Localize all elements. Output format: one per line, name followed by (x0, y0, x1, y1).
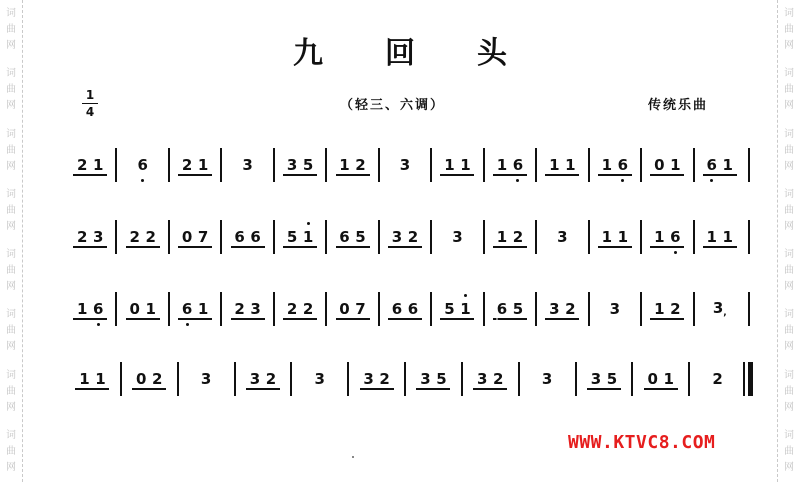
note (720, 227, 736, 247)
bar-line (748, 292, 750, 326)
measure (431, 292, 483, 326)
note-digit: 7 (197, 228, 209, 246)
note-digit: 1 (670, 156, 681, 174)
note (179, 227, 195, 247)
note (195, 299, 211, 319)
measure (169, 148, 221, 182)
note-digit: 6 (391, 300, 403, 318)
measure (694, 148, 746, 182)
composer: 传统乐曲 (648, 98, 709, 113)
measure (274, 148, 326, 182)
watermark-strip-left (0, 0, 23, 482)
note-digit: 1 (496, 156, 508, 174)
note-digit: 2 (234, 300, 245, 318)
measure (235, 362, 292, 396)
measure (632, 362, 689, 396)
note-digit: 3 (609, 300, 621, 318)
note-digit: 3 (286, 156, 298, 174)
note-digit: 0 (129, 300, 140, 318)
measure (484, 292, 536, 326)
measure (462, 362, 519, 396)
note (510, 299, 526, 319)
measure (326, 220, 378, 254)
note-digit: 6 (512, 156, 524, 174)
note-digit: 3 (557, 228, 568, 246)
note (417, 369, 433, 389)
note-digit: 1 (601, 228, 613, 246)
watermark: 词 曲 网 (6, 369, 16, 413)
note-digit: 3 (452, 228, 463, 246)
watermark: 词 曲 网 (6, 429, 16, 473)
watermark: 词 曲 网 (784, 249, 794, 293)
note-digit: 6 (234, 228, 245, 246)
measure (64, 220, 116, 254)
note (667, 155, 683, 175)
note-digit: 1 (706, 228, 717, 246)
note-digit: 0 (647, 370, 658, 388)
note-digit: 1 (496, 228, 508, 246)
measure (536, 220, 588, 254)
note-digit: 2 (670, 300, 681, 318)
score-line-1 (64, 148, 754, 188)
note-digit: 2 (77, 228, 88, 246)
note-digit: 3 (712, 298, 724, 317)
note (361, 369, 377, 389)
note-digit: 5 (355, 228, 366, 246)
measure (694, 292, 746, 326)
time-signature-bottom: 4 (85, 105, 95, 119)
note-digit: 1 (722, 156, 733, 174)
note-digit: 2 (181, 156, 193, 174)
measure (221, 148, 273, 182)
note (92, 369, 108, 389)
measure (641, 292, 693, 326)
note (490, 369, 506, 389)
note-digit: 3 (250, 300, 261, 318)
note (599, 227, 615, 247)
note (494, 155, 510, 175)
note-digit: 2 (565, 300, 576, 318)
note (337, 227, 353, 247)
note (510, 155, 526, 175)
note-digit: 2 (302, 300, 314, 318)
note-digit: 0 (654, 156, 665, 174)
watermark: 词 曲 网 (784, 8, 794, 52)
measure (121, 362, 178, 396)
note (554, 227, 570, 247)
measure (221, 220, 273, 254)
note-digit: 7 (355, 300, 366, 318)
measure (291, 362, 348, 396)
note (494, 227, 510, 247)
note (247, 369, 263, 389)
measure (536, 148, 588, 182)
bar-line (748, 148, 750, 182)
note (389, 299, 405, 319)
measure (484, 220, 536, 254)
note (143, 299, 159, 319)
measure (589, 292, 641, 326)
measure (576, 362, 633, 396)
note (232, 227, 248, 247)
note-digit: 1 (93, 156, 104, 174)
note (300, 155, 316, 175)
measure (274, 292, 326, 326)
note-digit: 2 (286, 300, 298, 318)
note (133, 369, 149, 389)
watermark: 词 曲 网 (6, 8, 16, 52)
low-octave-dot (710, 179, 713, 182)
measure (326, 292, 378, 326)
note-digit: 1 (77, 300, 88, 318)
note (661, 369, 677, 389)
high-octave-dot (464, 294, 467, 297)
time-signature (82, 88, 98, 119)
measure (641, 220, 693, 254)
measure (169, 220, 221, 254)
watermark: 词 曲 网 (6, 68, 16, 112)
measure (326, 148, 378, 182)
note-digit: 2 (712, 370, 723, 388)
note (441, 299, 457, 319)
note (604, 369, 620, 389)
watermark: 词 曲 网 (784, 68, 794, 112)
note-digit: 1 (460, 300, 471, 318)
note-digit: 0 (181, 228, 193, 246)
breath-mark: , (723, 307, 727, 318)
note-digit: 6 (496, 300, 508, 318)
note (284, 155, 300, 175)
measure (379, 220, 431, 254)
note-digit: 1 (654, 228, 665, 246)
watermark: 词 曲 网 (784, 188, 794, 232)
note-digit: 6 (706, 156, 717, 174)
note-digit: 3 (541, 370, 553, 388)
note-digit: 6 (617, 156, 629, 174)
note (284, 299, 300, 319)
note-digit: 3 (420, 370, 431, 388)
measure (689, 362, 746, 396)
note (90, 155, 106, 175)
note-digit: 2 (129, 228, 140, 246)
note (457, 155, 473, 175)
low-octave-dot (97, 323, 100, 326)
watermark: 词 曲 网 (6, 309, 16, 353)
note-digit: 3 (399, 156, 411, 174)
note (651, 299, 667, 319)
note-digit: 5 (436, 370, 447, 388)
note-digit: 5 (606, 370, 618, 388)
note-digit: 0 (339, 300, 350, 318)
note-digit: 3 (242, 156, 253, 174)
note (240, 155, 256, 175)
measure (379, 292, 431, 326)
note-digit: 1 (601, 156, 613, 174)
watermark: 词 曲 网 (6, 188, 16, 232)
high-octave-dot (307, 222, 310, 225)
note (712, 298, 728, 321)
note-digit: 2 (355, 156, 366, 174)
note-digit: 6 (407, 300, 419, 318)
score-line-2 (64, 220, 754, 260)
measure (536, 292, 588, 326)
low-octave-dot (141, 179, 144, 182)
note-digit: 2 (512, 228, 524, 246)
note-digit: 6 (137, 156, 148, 174)
watermark-strip-right (777, 0, 800, 482)
measure (64, 148, 116, 182)
note (90, 299, 106, 319)
fraction-line (82, 103, 98, 104)
note (704, 227, 720, 247)
note (720, 155, 736, 175)
note (588, 369, 604, 389)
note-digit: 2 (77, 156, 88, 174)
measure (431, 148, 483, 182)
note (74, 227, 90, 247)
note (546, 155, 562, 175)
note (710, 369, 726, 389)
note (195, 155, 211, 175)
time-signature-top: 1 (85, 88, 95, 102)
note (397, 155, 413, 175)
note-digit: 2 (379, 370, 390, 388)
note (667, 227, 683, 247)
note (645, 369, 661, 389)
page-title: 九回头 (293, 36, 569, 71)
note (143, 227, 159, 247)
note (284, 227, 300, 247)
note (449, 227, 465, 247)
note (651, 227, 667, 247)
measure (348, 362, 405, 396)
note (405, 227, 421, 247)
note (607, 299, 623, 319)
note-digit: 1 (145, 300, 156, 318)
note-digit: 3 (590, 370, 602, 388)
note-digit: 1 (302, 228, 314, 246)
note (179, 299, 195, 319)
note-digit: 5 (444, 300, 455, 318)
note-digit: 1 (654, 300, 665, 318)
measure (641, 148, 693, 182)
note (562, 299, 578, 319)
note-digit: 1 (79, 370, 90, 388)
note (198, 369, 214, 389)
note-digit: 3 (93, 228, 104, 246)
note-digit: 6 (670, 228, 681, 246)
measure (64, 292, 116, 326)
note (377, 369, 393, 389)
note (510, 227, 526, 247)
note (615, 155, 631, 175)
note-digit: 1 (722, 228, 733, 246)
watermark: 词 曲 网 (784, 369, 794, 413)
note-digit: 3 (363, 370, 374, 388)
note (179, 155, 195, 175)
watermark: 词 曲 网 (784, 429, 794, 473)
note (546, 299, 562, 319)
note (337, 155, 353, 175)
note (312, 369, 328, 389)
measure (484, 148, 536, 182)
note (195, 227, 211, 247)
note (127, 227, 143, 247)
note (704, 155, 720, 175)
note (562, 155, 578, 175)
measure (694, 220, 746, 254)
note-digit: 6 (250, 228, 261, 246)
note-digit: 1 (95, 370, 106, 388)
note-digit: 5 (512, 300, 524, 318)
note (74, 155, 90, 175)
note (651, 155, 667, 175)
watermark: 词 曲 网 (6, 128, 16, 172)
note-digit: 1 (549, 156, 560, 174)
measure (405, 362, 462, 396)
note (300, 299, 316, 319)
measure (178, 362, 235, 396)
measure (64, 362, 121, 396)
note (599, 155, 615, 175)
note (76, 369, 92, 389)
note-digit: 6 (181, 300, 193, 318)
measure (431, 220, 483, 254)
note-digit: 1 (444, 156, 455, 174)
note-digit: 5 (302, 156, 314, 174)
note-digit: 1 (663, 370, 674, 388)
measure (519, 362, 576, 396)
note (263, 369, 279, 389)
note-digit: 1 (339, 156, 350, 174)
note-digit: 3 (549, 300, 560, 318)
note-digit: 3 (391, 228, 403, 246)
note-digit: 1 (197, 156, 209, 174)
note-digit: 1 (565, 156, 576, 174)
measure (116, 292, 168, 326)
low-octave-dot (621, 179, 624, 182)
note (667, 299, 683, 319)
note-digit: 3 (477, 370, 488, 388)
measure (589, 220, 641, 254)
scan-speck (352, 456, 354, 458)
note-digit: 3 (249, 370, 261, 388)
score-line-4 (64, 362, 754, 402)
measure (116, 220, 168, 254)
note (74, 299, 90, 319)
note (232, 299, 248, 319)
note (337, 299, 353, 319)
score-line-3 (64, 292, 754, 332)
note (433, 369, 449, 389)
note (441, 155, 457, 175)
scan-speck (496, 318, 498, 320)
note (90, 227, 106, 247)
watermark: 词 曲 网 (784, 128, 794, 172)
note-digit: 5 (286, 228, 298, 246)
note (353, 299, 369, 319)
note-digit: 3 (314, 370, 325, 388)
measure (169, 292, 221, 326)
measure (116, 148, 168, 182)
note (494, 299, 510, 319)
note-digit: 3 (200, 370, 212, 388)
note (405, 299, 421, 319)
low-octave-dot (674, 251, 677, 254)
note (389, 227, 405, 247)
note (248, 299, 264, 319)
note (353, 227, 369, 247)
note-digit: 2 (152, 370, 163, 388)
final-bar-line (748, 362, 753, 396)
measure (379, 148, 431, 182)
note-digit: 6 (93, 300, 104, 318)
note-digit: 0 (136, 370, 147, 388)
note (353, 155, 369, 175)
note (474, 369, 490, 389)
measure (274, 220, 326, 254)
low-octave-dot (186, 323, 189, 326)
measure (221, 292, 273, 326)
note (127, 299, 143, 319)
key-signature: （轻三、六调） (340, 98, 446, 113)
note-digit: 1 (617, 228, 629, 246)
note (248, 227, 264, 247)
note-digit: 2 (493, 370, 504, 388)
note (615, 227, 631, 247)
note-digit: 6 (339, 228, 350, 246)
measure (589, 148, 641, 182)
watermark: 词 曲 网 (784, 309, 794, 353)
watermark: 词 曲 网 (6, 249, 16, 293)
note (149, 369, 165, 389)
note-digit: 1 (197, 300, 209, 318)
note-digit: 1 (460, 156, 471, 174)
bar-line (748, 220, 750, 254)
note-digit: 2 (407, 228, 419, 246)
note (457, 299, 473, 319)
note (539, 369, 555, 389)
website-watermark: WWW.KTVC8.COM (568, 432, 716, 453)
note (135, 155, 151, 175)
low-octave-dot (516, 179, 519, 182)
note (300, 227, 316, 247)
note-digit: 2 (265, 370, 277, 388)
note-digit: 2 (145, 228, 156, 246)
